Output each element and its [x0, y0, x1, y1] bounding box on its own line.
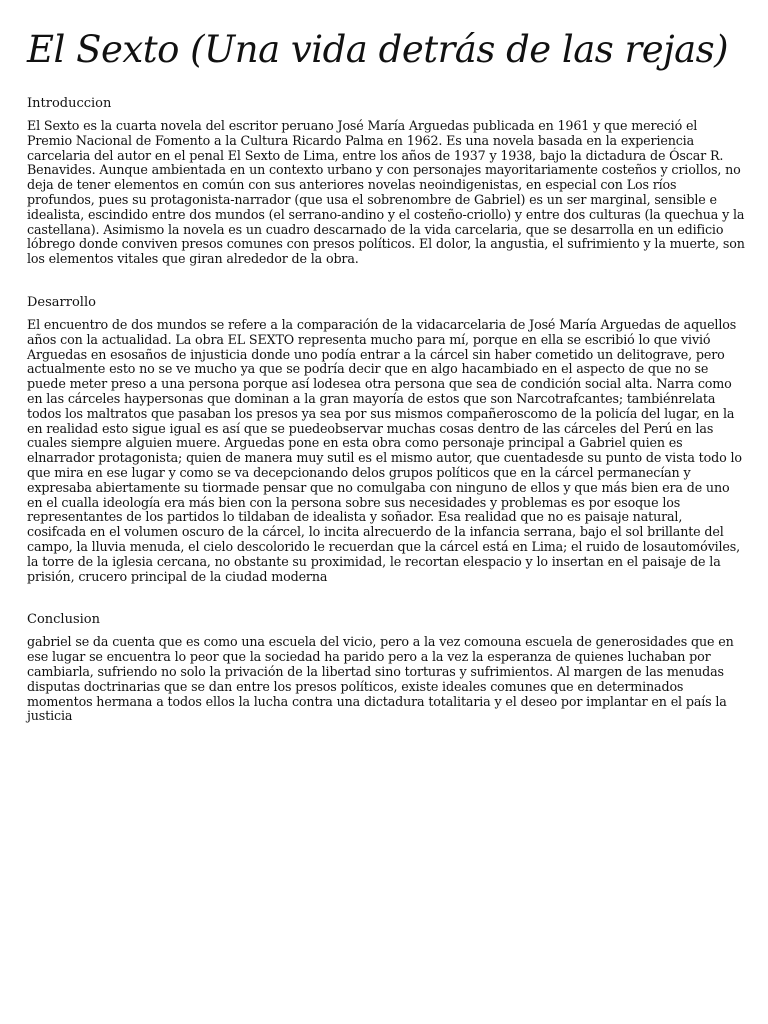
section-heading: Conclusion [27, 612, 100, 628]
section-body: gabriel se da cuenta que es como una escuela del vicio, pero a la vez comouna escuela de generosidades que en ese lugar se encuentra lo peor que la sociedad ha parido pero a la vez la esperanza de quienes luchaban por cambiarla, sufriendo no solo la privación de la libertad sino torturas y sufrimientos. Al margen de las menudas disputas doctrinarias que se dan entre los presos políticos, existe ideales comunes que en determinados momentos hermana a todos ellos la lucha contra una dictadura totalitaria y el deseo por implantar en el país la justicia [27, 634, 734, 724]
section-body: El encuentro de dos mundos se refere a la comparación de la vidacarcelaria de José María Arguedas de aquellos años con la actualidad. La obra EL SEXTO representa mucho para mí, porque en ella se escribió lo que vivió Arguedas en esosaños de injusticia donde uno podía entrar a la cárcel sin haber cometido un delitograve, pero actualmente esto no se ve mucho ya que se podría decir que en algo hacambiado en el aspecto de que no se puede meter preso a una persona porque así lodesea otra persona que sea de condición social alta. Narra como en las cárceles haypersonas que dominan a la gran mayoría de estos que son Narcotrafcantes; tambiénrelata todos los maltratos que pasaban los presos ya sea por sus mismos compañeroscomo de la policía del lugar, en la en realidad esto sigue igual es así que se puedeobservar muchas cosas dentro de las cárceles del Perú en las cuales siempre alguien muere. Arguedas pone en esta obra como personaje principal a Gabriel quien es elnarrador protagonista; quien de manera muy sutil es el mismo autor, que cuentadesde su punto de vista todo lo que mira en ese lugar y como se va decepcionando delos grupos políticos que en la cárcel permanecían y expresaba abiertamente su tiormade pensar que no comulgaba con ninguno de ellos y que más bien era de uno en el cualla ideología era más bien con la persona sobre sus necesidades y problemas es por esoque los representantes de los partidos lo tildaban de idealista y soñador. Esa realidad que no es paisaje natural, cosifcada en el volumen oscuro de la cárcel, lo incita alrecuerdo de la infancia serrana, bajo el sol brillante del campo, la lluvia menuda, el cielo descolorido le recuerdan que la cárcel está en Lima; el ruido de losautomóviles, la torre de la iglesia cercana, no obstante su proximidad, le recortan elespacio y lo insertan en el paisaje de la prisión, crucero principal de la ciudad moderna [27, 316, 742, 584]
section-conclusion [27, 612, 745, 724]
section-body: El Sexto es la cuarta novela del escritor peruano José María Arguedas publicada en 1961 y que mereció el Premio Nacional de Fomento a la Cultura Ricardo Palma en 1962. Es una novela basada en la experiencia carcelaria del autor en el penal El Sexto de Lima, entre los años de 1937 y 1938, bajo la dictadura de Óscar R. Benavides. Aunque ambientada en un contexto urbano y con personajes mayoritariamente costeños y criollos, no deja de tener elementos en común con sus anteriores novelas neoindigenistas, en especial con Los ríos profundos, pues su protagonista-narrador (que usa el sobrenombre de Gabriel) es un ser marginal, sensible e idealista, escindido entre dos mundos (el serrano-andino y el costeño-criollo) y entre dos culturas (la quechua y la castellana). Asimismo la novela es un cuadro descarnado de la vida carcelaria, que se desarrolla en un edificio lóbrego donde conviven presos comunes con presos políticos. El dolor, la angustia, el sufrimiento y la muerte, son los elementos vitales que giran alrededor de la obra. [27, 118, 745, 267]
section-introduccion [27, 96, 745, 267]
document-title: El Sexto (Una vida detrás de las rejas) [27, 28, 729, 71]
document-page [27, 20, 745, 752]
section-desarrollo [27, 295, 745, 584]
section-heading: Introduccion [27, 96, 112, 111]
section-heading: Desarrollo [27, 294, 96, 310]
